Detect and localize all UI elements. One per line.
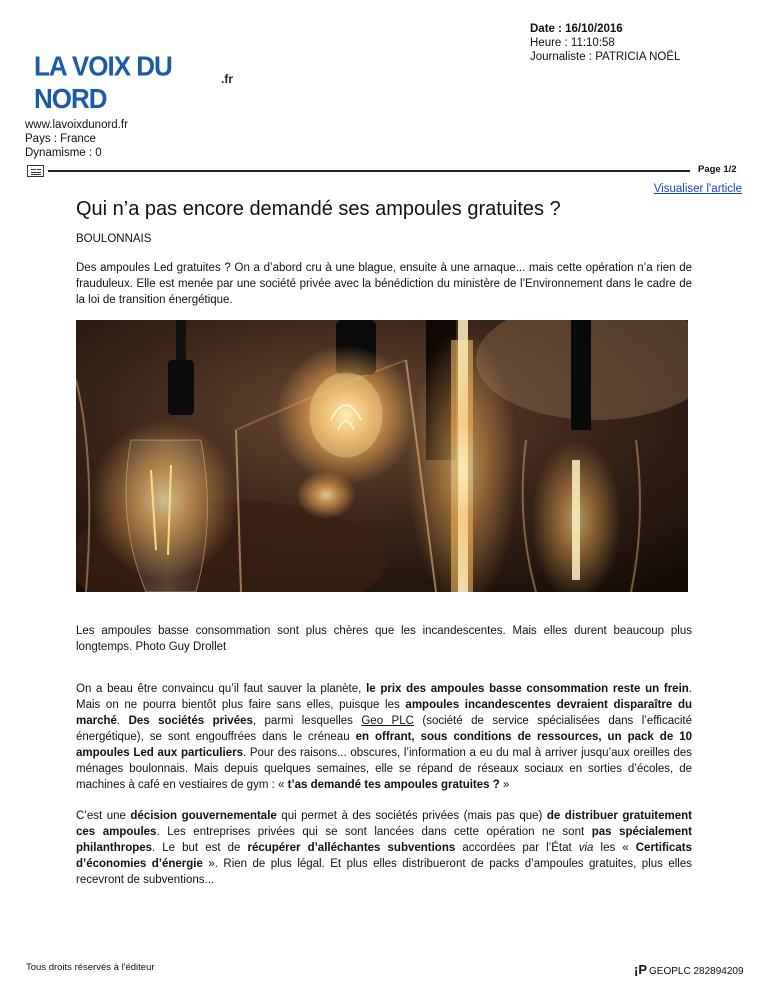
light-bulbs-photo bbox=[76, 320, 688, 592]
header-divider bbox=[48, 170, 690, 172]
source-info bbox=[25, 118, 128, 160]
time-line: Heure : 11:10:58 bbox=[530, 37, 615, 49]
geo-plc-link[interactable]: Geo PLC bbox=[361, 715, 414, 727]
article-paragraph-1: On a beau être convaincu qu’il faut sauver la planète, le prix des ampoules basse consommation reste un frein. Mais on ne pourra bientôt plus faire sans elles, puisque les ampoules incandescentes devraient disparaître du marché. Des sociétés privées, parmi lesquelles Geo PLC (société de service spécialisées dans l’efficacité énergétique), se sont engouffrées dans le créneau en offrant, sous conditions de ressources, un pack de 10 ampoules Led aux particuliers. Pour des raisons... obscures, l’information a eu du mal à arriver jusqu’aux oreilles des ménages boulonnais. Mais depuis quelques semaines, elle se répand de réseaux sociaux en sorties d’écoles, de machines à café en vestiaires de gym : « t’as demandé tes ampoules gratuites ? » bbox=[76, 683, 693, 791]
article-meta bbox=[530, 22, 680, 64]
footer-rights: Tous droits réservés à l'éditeur bbox=[26, 962, 155, 973]
article-paragraph-2: C’est une décision gouvernementale qui permet à des sociétés privées (mais pas que) de distribuer gratuitement ces ampoules. Les entreprises privées qui se sont lancées dans cette opération ne sont pas spécialement philanthropes. Le but est de récupérer d’alléchantes subventions accordées par l’État via les « Certificats d’économies d’énergie ». Rien de plus légal. Et plus elles distribueront de packs d’ampoules gratuites, plus elles recevront de subventions... bbox=[76, 810, 692, 886]
article-photo bbox=[76, 320, 688, 592]
page-indicator: Page 1/2 bbox=[698, 164, 737, 175]
emphasis: pas spécialement philanthropes bbox=[76, 826, 692, 854]
date-line: Date : 16/10/2016 bbox=[530, 23, 623, 35]
provider-logo-icon: ¡P bbox=[634, 962, 647, 977]
logo-brand: LA VOIX DU NORD bbox=[34, 50, 172, 115]
publication-logo bbox=[34, 50, 244, 115]
article-section: BOULONNAIS bbox=[76, 233, 152, 245]
source-dynamism: Dynamisme : 0 bbox=[25, 147, 102, 159]
document-icon bbox=[27, 165, 44, 177]
emphasis: ampoules incandescentes devraient disparaître du marché bbox=[76, 699, 692, 727]
emphasis: récupérer d’alléchantes subventions bbox=[247, 842, 456, 854]
emphasis: en offrant, sous conditions de ressources, un pack de 10 ampoules Led aux particuliers bbox=[76, 731, 693, 759]
source-country: Pays : France bbox=[25, 133, 96, 145]
emphasis: Certificats d’économies d’énergie bbox=[76, 842, 692, 870]
view-article-link[interactable]: Visualiser l'article bbox=[653, 183, 742, 195]
footer-ref-code: GEOPLC 282894209 bbox=[649, 966, 744, 977]
emphasis: le prix des ampoules basse consommation reste un frein bbox=[366, 683, 689, 695]
footer-reference bbox=[634, 962, 744, 977]
emphasis: t’as demandé tes ampoules gratuites ? bbox=[287, 779, 500, 791]
emphasis: décision gouvernementale bbox=[130, 810, 277, 822]
article-title: Qui n’a pas encore demandé ses ampoules gratuites ? bbox=[76, 198, 561, 220]
source-site: www.lavoixdunord.fr bbox=[25, 119, 128, 131]
emphasis: de distribuer gratuitement ces ampoules bbox=[76, 810, 692, 838]
italic-text: via bbox=[578, 842, 594, 854]
photo-caption: Les ampoules basse consommation sont plus chères que les incandescentes. Mais elles durent beaucoup plus longtemps. Photo Guy Drollet bbox=[76, 625, 692, 653]
journalist-line: Journaliste : PATRICIA NOËL bbox=[530, 51, 681, 63]
logo-tld: .fr bbox=[221, 72, 233, 86]
emphasis: Des sociétés privées bbox=[128, 715, 253, 727]
article-lead: Des ampoules Led gratuites ? On a d’abord cru à une blague, ensuite à une arnaque... mais cette opération n’a rien de frauduleux. Elle est menée par une société privée avec la bénédiction du ministère de l’Environnement dans le cadre de la loi de transition énergétique. bbox=[76, 262, 692, 306]
